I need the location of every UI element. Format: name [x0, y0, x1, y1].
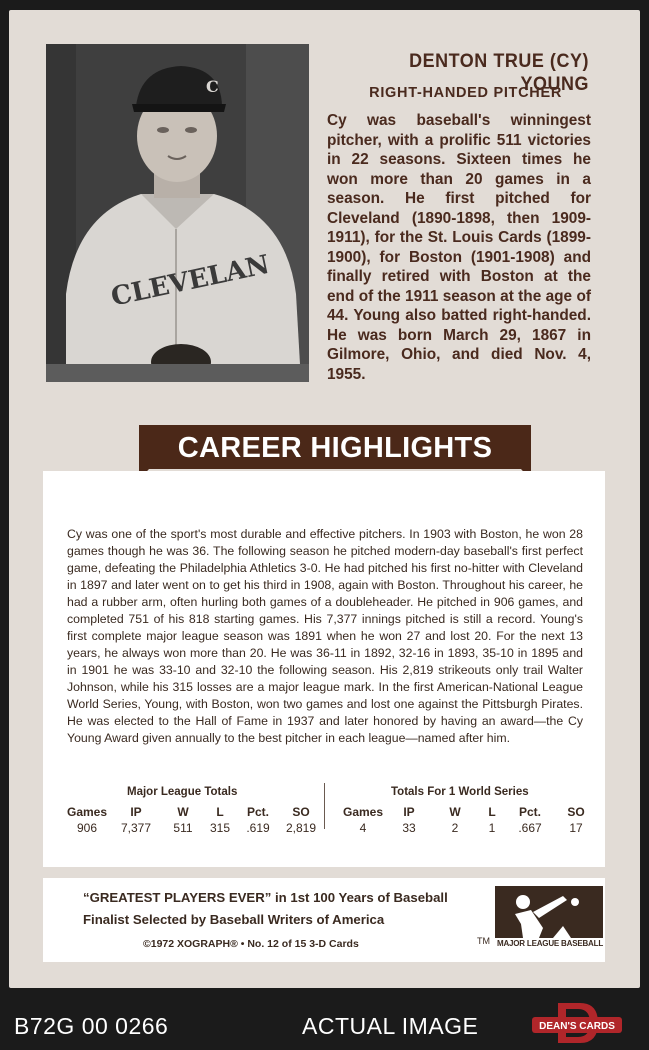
- footer-copyright: ©1972 XOGRAPH® • No. 12 of 15 3-D Cards: [143, 938, 359, 950]
- stat-header: Pct.: [246, 805, 269, 819]
- footer-greatest-players: “GREATEST PLAYERS EVER” in 1st 100 Years of Baseball: [83, 890, 448, 905]
- player-photo-image: [46, 44, 309, 382]
- stat-value: .619: [246, 821, 270, 835]
- stat-value: 315: [209, 821, 231, 835]
- world-series-totals-title: Totals For 1 World Series: [391, 786, 529, 798]
- actual-image-label: ACTUAL IMAGE: [302, 1013, 479, 1039]
- stat-value: .667: [518, 821, 542, 835]
- major-league-totals-title: Major League Totals: [127, 786, 238, 798]
- major-league-headers: [65, 805, 323, 819]
- stat-header: Games: [66, 805, 108, 819]
- stat-value: 7,377: [120, 821, 152, 835]
- deans-cards-logo-icon: [528, 1001, 626, 1045]
- highlights-text: Cy was one of the sport's most durable and effective pitchers. In 1903 with Boston, he won 28 games though he was 36. The following season he pitched modern-day baseball's first perfect game, defeating the Philadelphia Athletics 3-0. He had pitched his first no-hitter with Cleveland in 1897 and later went on to get his third in 1908, again with Boston. Throughout his career, he had a rubber arm, often hurling both games of a doubleheader. He pitched in 906 games, and completed 751 of his 818 starting games. His 7,377 innings pitched is still a record. Young's first complete major league season was 1891 when he won 27 and lost 20. For the next 13 years, he always won more than 20. He was 36-11 in 1892, 32-16 in 1893, 35-10 in 1895 and in 1901 he was 33-10 and 32-10 the following season. His 2,819 strikeouts only trail Walter Johnson, while his 315 losses are a major league mark. In the first American-National League World Series, Young, with Boston, won two games and lost one against the Pittsburgh Pirates. He was elected to the Hall of Fame in 1937 and later honored by having an award—the Cy Young Award given annually to the best pitcher in each league—named after him.: [67, 527, 583, 745]
- footer-trademark: TM: [477, 936, 490, 946]
- stat-value: 17: [569, 821, 583, 835]
- stat-value: 906: [76, 821, 98, 835]
- stat-header: SO: [567, 805, 585, 819]
- stat-value: 2: [451, 821, 459, 835]
- stat-value: 4: [359, 821, 367, 835]
- stat-header: L: [216, 805, 224, 819]
- highlights-panel: [43, 471, 605, 867]
- stat-value: 33: [402, 821, 416, 835]
- player-position: RIGHT-HANDED PITCHER: [369, 85, 562, 101]
- stat-header: IP: [403, 805, 415, 819]
- dealer-bar: [0, 995, 649, 1050]
- stats-divider: [324, 783, 325, 829]
- world-series-headers: [341, 805, 599, 819]
- player-bio: Cy was baseball's winningest pitcher, with a prolific 511 victories in 22 seasons. Sixteen times he won more than 20 games in a season. He first pitched for Cleveland (1890-1898, then 1909-1911), for the St. Louis Cards (1899-1900), for Boston (1901-1908) and finally retired with Boston at the end of the 1911 season at the age of 44. Young also batted right-handed. He was born March 29, 1867 in Gilmore, Ohio, and died Nov. 4, 1955.: [327, 112, 591, 383]
- stat-value: 1: [488, 821, 496, 835]
- world-series-values: [341, 821, 599, 835]
- player-name: DENTON TRUE (CY) YOUNG: [409, 50, 589, 95]
- card-back: [9, 10, 640, 988]
- banner-title: CAREER HIGHLIGHTS: [177, 432, 493, 464]
- stat-header: L: [488, 805, 496, 819]
- stat-header: IP: [130, 805, 142, 819]
- stat-value: 2,819: [285, 821, 317, 835]
- stat-header: Games: [342, 805, 384, 819]
- major-league-values: [65, 821, 323, 835]
- dealer-name: DEAN'S CARDS: [539, 1021, 615, 1032]
- player-photo: [46, 44, 309, 382]
- stat-value: 511: [173, 821, 193, 835]
- stat-header: W: [177, 805, 189, 819]
- footer-finalist: Finalist Selected by Baseball Writers of America: [83, 912, 385, 927]
- jersey-lettering: CLEVELAN: [108, 249, 273, 313]
- footer-panel: [43, 878, 605, 962]
- stat-header: SO: [292, 805, 310, 819]
- stat-header: Pct.: [518, 805, 541, 819]
- inventory-code: B72G 00 0266: [14, 1013, 169, 1039]
- stat-header: W: [449, 805, 461, 819]
- svg-text:C: C: [206, 77, 219, 96]
- mlb-logo-text: MAJOR LEAGUE BASEBALL: [496, 939, 604, 948]
